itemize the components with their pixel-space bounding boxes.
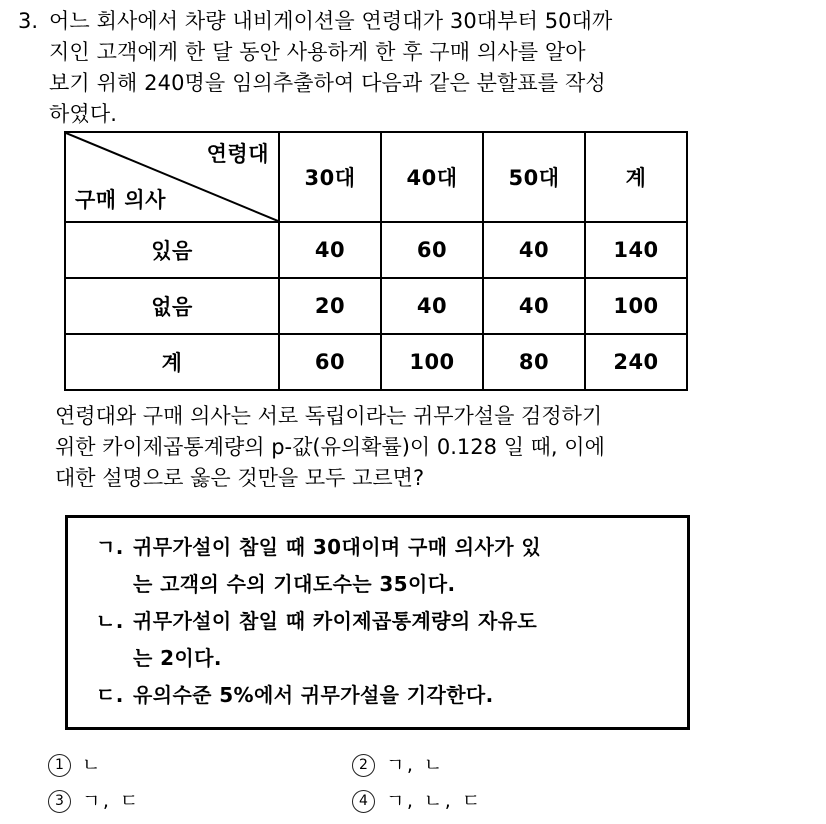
choice-row bbox=[48, 752, 748, 788]
statement-giyeok-cont bbox=[68, 566, 687, 603]
column-header-30s: 30대 bbox=[279, 132, 381, 222]
cell-total-30s: 60 bbox=[279, 334, 381, 390]
row-label-yes: 있음 bbox=[65, 222, 279, 278]
statement-text-giyeok-line2: 는 고객의 수의 기대도수는 35이다. bbox=[133, 572, 456, 596]
stem-line: 어느 회사에서 차량 내비게이션을 연령대가 30대부터 50대까 bbox=[49, 9, 613, 33]
question-stem-text bbox=[49, 6, 808, 130]
column-header-40s: 40대 bbox=[381, 132, 483, 222]
cell-yes-30s: 40 bbox=[279, 222, 381, 278]
choice-text-1: ㄴ bbox=[82, 754, 103, 776]
choice-text-2: ㄱ, ㄴ bbox=[386, 754, 445, 776]
paragraph-line: 위한 카이제곱통계량의 p-값(유의확률)이 0.128 일 때, 이에 bbox=[55, 435, 605, 459]
choice-text-3: ㄱ, ㄷ bbox=[82, 790, 141, 812]
corner-top-label: 연령대 bbox=[206, 142, 269, 166]
statement-text-nieun-line1: 귀무가설이 참일 때 카이제곱통계량의 자유도 bbox=[133, 609, 538, 633]
choice-1[interactable] bbox=[48, 752, 352, 779]
choice-2[interactable] bbox=[352, 752, 445, 779]
statement-text-nieun-line2: 는 2이다. bbox=[133, 646, 222, 670]
choice-marker-2-icon: 2 bbox=[352, 754, 375, 777]
statements-box bbox=[65, 515, 690, 730]
cell-total-40s: 100 bbox=[381, 334, 483, 390]
cell-no-40s: 40 bbox=[381, 278, 483, 334]
column-header-50s: 50대 bbox=[483, 132, 585, 222]
cell-no-total: 100 bbox=[585, 278, 687, 334]
hypothesis-paragraph bbox=[55, 401, 808, 494]
cell-yes-40s: 60 bbox=[381, 222, 483, 278]
cell-total-50s: 80 bbox=[483, 334, 585, 390]
choice-row bbox=[48, 788, 748, 824]
choice-marker-3-icon: 3 bbox=[48, 790, 71, 813]
choice-marker-4-icon: 4 bbox=[352, 790, 375, 813]
table-corner-cell bbox=[65, 132, 279, 222]
paragraph-line: 연령대와 구매 의사는 서로 독립이라는 귀무가설을 검정하기 bbox=[55, 404, 603, 428]
table-row bbox=[65, 334, 687, 390]
stem-line: 하였다. bbox=[49, 102, 117, 126]
cell-no-50s: 40 bbox=[483, 278, 585, 334]
cell-no-30s: 20 bbox=[279, 278, 381, 334]
choice-text-4: ㄱ, ㄴ, ㄷ bbox=[386, 790, 483, 812]
statement-text-giyeok-line1: 귀무가설이 참일 때 30대이며 구매 의사가 있 bbox=[133, 535, 542, 559]
table-row bbox=[65, 222, 687, 278]
cell-yes-50s: 40 bbox=[483, 222, 585, 278]
corner-bottom-label: 구매 의사 bbox=[75, 188, 166, 212]
statement-giyeok bbox=[68, 529, 687, 566]
statement-digeut bbox=[68, 677, 687, 714]
table-row bbox=[65, 278, 687, 334]
contingency-table bbox=[64, 131, 688, 391]
paragraph-line: 대한 설명으로 옳은 것만을 모두 고르면? bbox=[55, 466, 425, 490]
statement-label-nieun: ㄴ. bbox=[96, 609, 124, 633]
choice-marker-1-icon: 1 bbox=[48, 754, 71, 777]
statement-nieun-cont bbox=[68, 640, 687, 677]
statement-label-digeut: ㄷ. bbox=[96, 683, 124, 707]
stem-line: 보기 위해 240명을 임의추출하여 다음과 같은 분할표를 작성 bbox=[49, 71, 606, 95]
choice-4[interactable] bbox=[352, 788, 483, 815]
statement-label-giyeok: ㄱ. bbox=[96, 535, 124, 559]
question-stem bbox=[18, 6, 808, 130]
cell-grand-total: 240 bbox=[585, 334, 687, 390]
statement-nieun bbox=[68, 603, 687, 640]
stem-line: 지인 고객에게 한 달 동안 사용하게 한 후 구매 의사를 알아 bbox=[49, 40, 586, 64]
choice-3[interactable] bbox=[48, 788, 352, 815]
contingency-table-container bbox=[64, 131, 688, 391]
statement-text-digeut-line1: 유의수준 5%에서 귀무가설을 기각한다. bbox=[133, 683, 494, 707]
row-label-no: 없음 bbox=[65, 278, 279, 334]
table-header-row bbox=[65, 132, 687, 222]
answer-choices bbox=[48, 752, 748, 824]
question-number: 3. bbox=[18, 9, 39, 33]
row-label-total: 계 bbox=[65, 334, 279, 390]
column-header-total: 계 bbox=[585, 132, 687, 222]
cell-yes-total: 140 bbox=[585, 222, 687, 278]
